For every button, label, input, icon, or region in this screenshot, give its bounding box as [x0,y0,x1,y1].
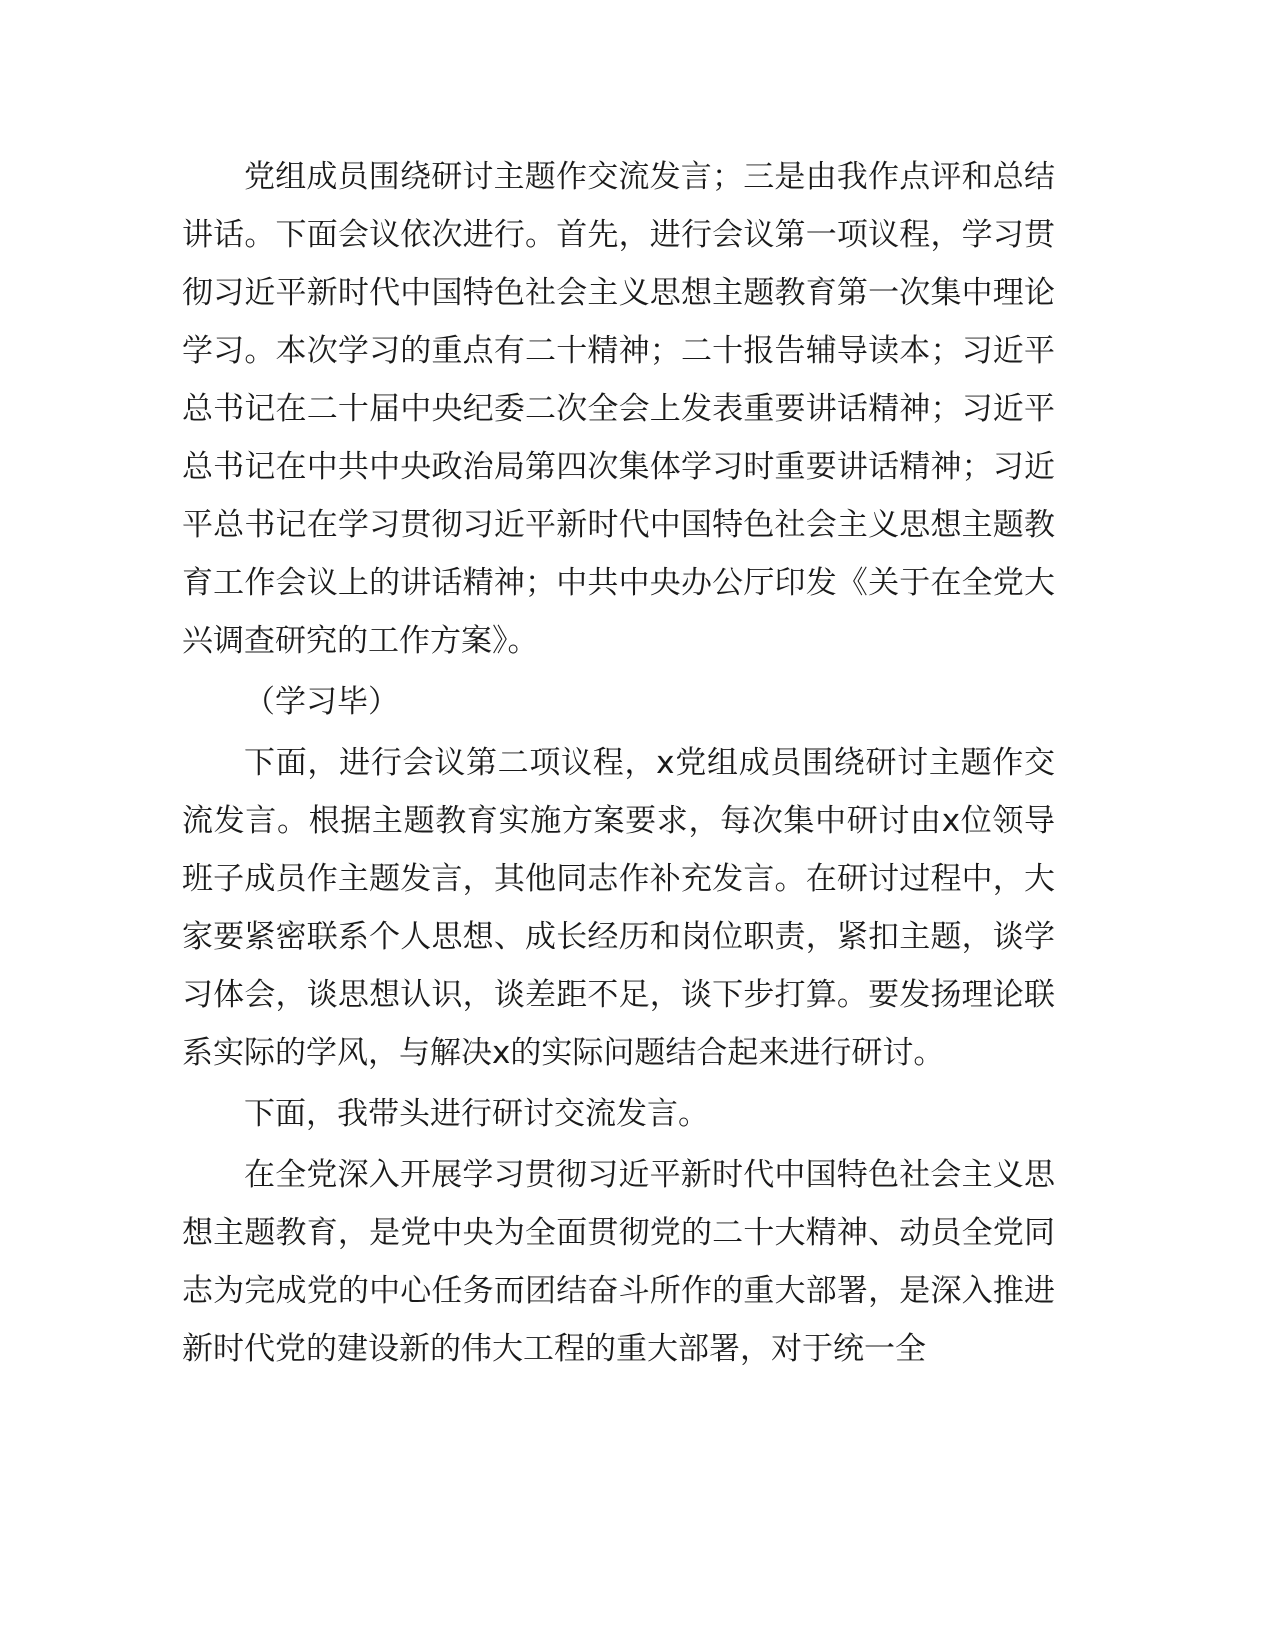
paragraph-speech-intro: 下面，我带头进行研讨交流发言。 [244,1096,709,1132]
document-body [182,148,1055,1381]
paragraph-agenda-first: 党组成员围绕研讨主题作交流发言；三是由我作点评和总结讲话。下面会议依次进行。首先，进行会议第一项议程，学习贯彻习近平新时代中国特色社会主义思想主题教育第一次集中理论学习。本次学习的重点有二十精神；二十报告辅导读本；习近平总书记在二十届中央纪委二次全会上发表重要讲话精神；习近平总书记在中共中央政治局第四次集体学习时重要讲话精神；习近平总书记在学习贯彻习近平新时代中国特色社会主义思想主题教育工作会议上的讲话精神；中共中央办公厅印发《关于在全党大兴调查研究的工作方案》。 [182,159,1055,659]
paragraph-study-finished: （学习毕） [244,684,399,720]
paragraph-agenda-second: 下面，进行会议第二项议程，x党组成员围绕研讨主题作交流发言。根据主题教育实施方案要求，每次集中研讨由x位领导班子成员作主题发言，其他同志作补充发言。在研讨过程中，大家要紧密联系个人思想、成长经历和岗位职责，紧扣主题，谈学习体会，谈思想认识，谈差距不足，谈下步打算。要发扬理论联系实际的学风，与解决x的实际问题结合起来进行研讨。 [182,745,1055,1071]
paragraph-speech-body: 在全党深入开展学习贯彻习近平新时代中国特色社会主义思想主题教育，是党中央为全面贯彻党的二十大精神、动员全党同志为完成党的中心任务而团结奋斗所作的重大部署，是深入推进新时代党的建设新的伟大工程的重大部署，对于统一全 [182,1157,1055,1367]
